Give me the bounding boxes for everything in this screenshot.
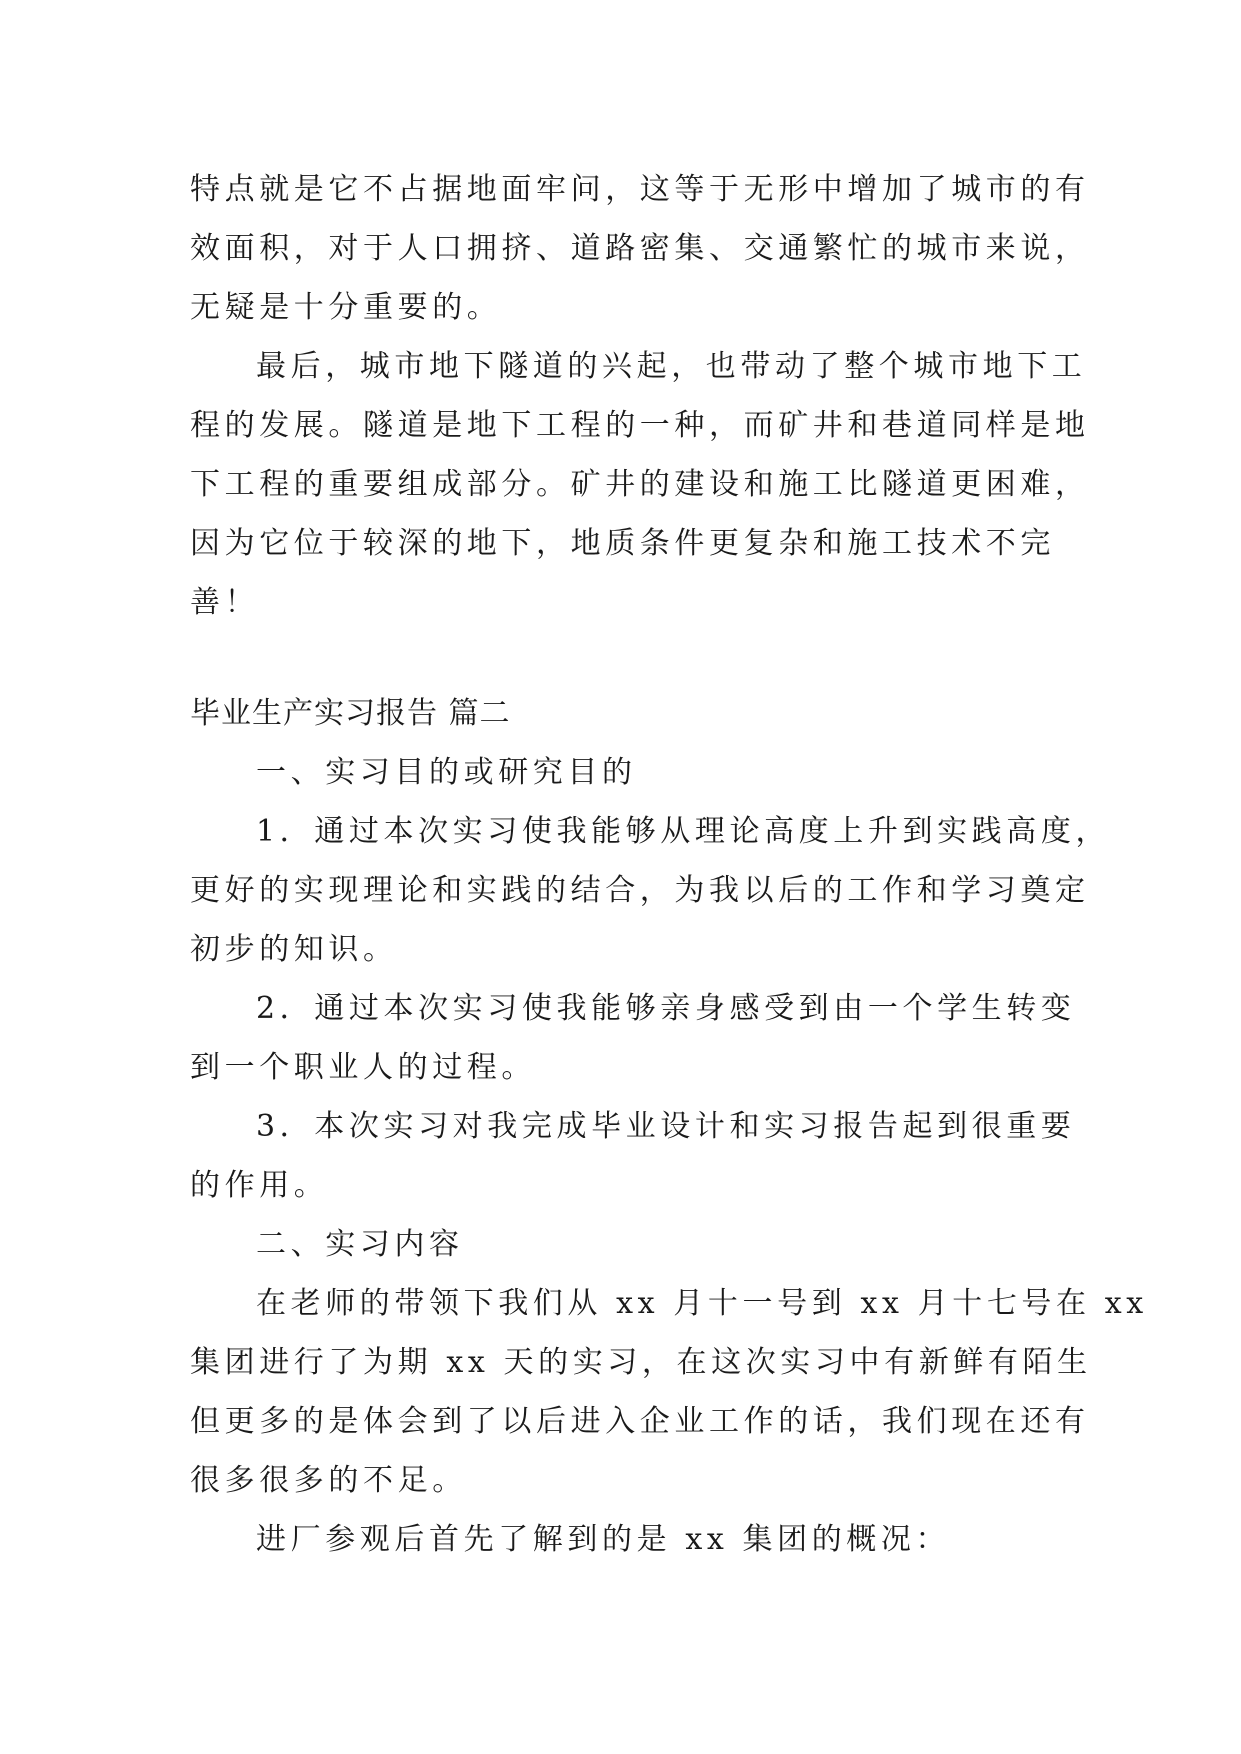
text-line: 在老师的带领下我们从 xx 月十一号到 xx 月十七号在 xx: [256, 1286, 1148, 1321]
text-line: 特点就是它不占据地面牢问，这等于无形中增加了城市的有: [190, 172, 1090, 207]
list-item-2: [190, 979, 1076, 1097]
paragraph-underground-engineering: [190, 337, 1090, 632]
text-line: 2．通过本次实习使我能够亲身感受到由一个学生转变: [256, 991, 1076, 1026]
text-line: 程的发展。隧道是地下工程的一种，而矿井和巷道同样是地: [190, 408, 1090, 443]
text-line: 但更多的是体会到了以后进入企业工作的话，我们现在还有: [190, 1404, 1090, 1439]
text-line: 最后，城市地下隧道的兴起，也带动了整个城市地下工: [256, 349, 1087, 384]
paragraph-company-overview: [190, 1510, 1060, 1569]
text-line: 集团进行了为期 xx 天的实习，在这次实习中有新鲜有陌生: [190, 1345, 1092, 1380]
heading-purpose: 一、实习目的或研究目的: [256, 755, 637, 790]
text-line: 初步的知识。: [190, 932, 398, 967]
heading-content: 二、实习内容: [256, 1227, 464, 1262]
text-line: 善！: [190, 585, 260, 620]
text-line: 下工程的重要组成部分。矿井的建设和施工比隧道更困难，: [190, 467, 1090, 502]
section-title: 毕业生产实习报告 篇二: [190, 696, 511, 731]
paragraph-tunnel-advantage: [190, 160, 1090, 337]
text-line: 效面积，对于人口拥挤、道路密集、交通繁忙的城市来说，: [190, 231, 1090, 266]
text-line: 很多很多的不足。: [190, 1463, 467, 1498]
paragraph-internship-period: [190, 1274, 1148, 1510]
text-line: 1．通过本次实习使我能够从理论高度上升到实践高度，: [256, 814, 1111, 849]
text-line: 更好的实现理论和实践的结合，为我以后的工作和学习奠定: [190, 873, 1090, 908]
text-line: 3．本次实习对我完成毕业设计和实习报告起到很重要: [256, 1109, 1076, 1144]
section-spacer: [190, 632, 1060, 684]
list-item-1: [190, 802, 1111, 979]
text-line: 无疑是十分重要的。: [190, 290, 502, 325]
text-line: 到一个职业人的过程。: [190, 1050, 536, 1085]
text-line: 进厂参观后首先了解到的是 xx 集团的概况：: [256, 1522, 951, 1557]
text-line: 的作用。: [190, 1168, 329, 1203]
text-line: 因为它位于较深的地下，地质条件更复杂和施工技术不完: [190, 526, 1055, 561]
document-page: [190, 160, 1148, 1569]
list-item-3: [190, 1097, 1076, 1215]
